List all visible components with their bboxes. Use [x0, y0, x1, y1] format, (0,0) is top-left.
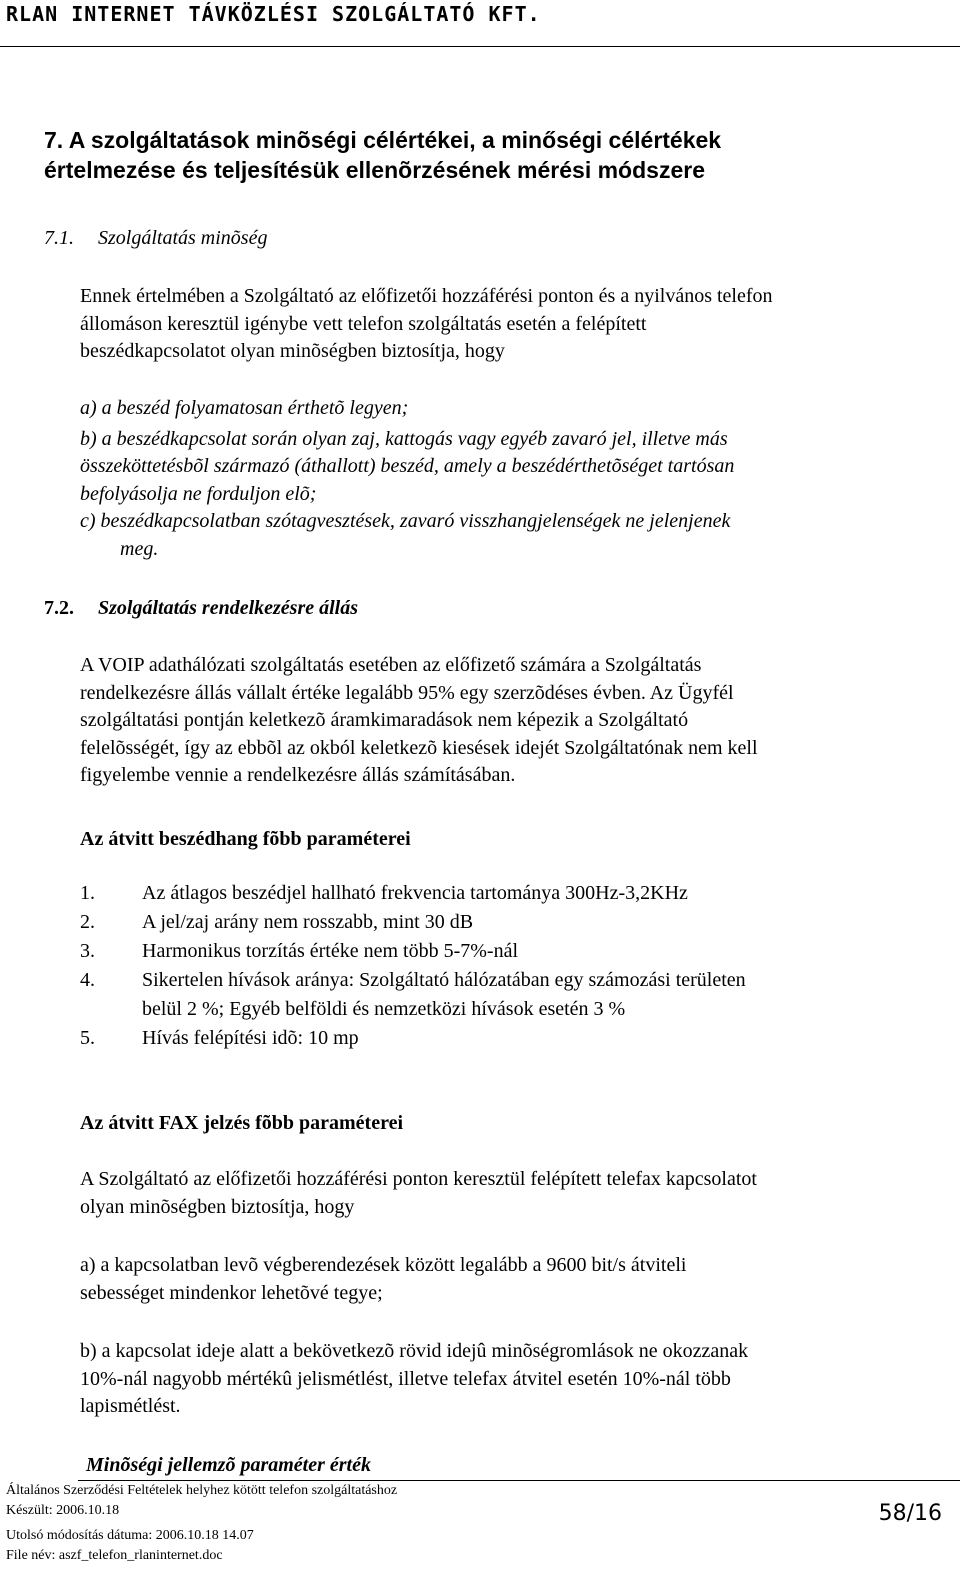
section-7-2-number: 7.2. — [44, 597, 74, 619]
list-item-b-cont: összeköttetésbõl származó (áthallott) beszéd, amely a beszédérthetõséget tartósan — [80, 455, 735, 477]
para-line: figyelembe vennie a rendelkezésre állás számításában. — [80, 764, 516, 786]
voice-item-number: 4. — [80, 969, 95, 991]
footer-rule — [78, 1480, 960, 1481]
intro-line: Ennek értelmében a Szolgáltató az előfizetői hozzáférési ponton és a nyilvános telefon — [80, 285, 773, 307]
section-7-1-intro — [80, 283, 945, 366]
fax-item-a-line: a) a kapcsolatban levõ végberendezések között legalább a 9600 bit/s átviteli — [80, 1254, 687, 1276]
fax-item-b-line: 10%-nál nagyobb mértékû jelismétlést, illetve telefax átvitel esetén 10%-nál több — [80, 1367, 731, 1390]
para-line: A VOIP adathálózati szolgáltatás esetében az előfizető számára a Szolgáltatás — [80, 654, 702, 676]
para-line: rendelkezésre állás vállalt értéke legalább 95% egy szerzõdéses évben. Az Ügyfél — [80, 681, 734, 704]
fax-intro — [80, 1166, 945, 1221]
section-7-1-title: Szolgáltatás minõség — [98, 227, 268, 249]
section-7-title-line2: értelmezése és teljesítésük ellenõrzésének mérési módszere — [44, 157, 705, 183]
intro-line: beszédkapcsolatot olyan minõségben biztosítja, hogy — [80, 340, 505, 362]
quality-table-header: Minõségi jellemzõ paraméter érték — [86, 1454, 371, 1476]
list-item-c: c) beszédkapcsolatban szótagvesztések, zavaró visszhangjelenségek ne jelenjenek — [80, 510, 731, 532]
footer-modified: Utolsó módosítás dátuma: 2006.10.18 14.07 — [6, 1528, 254, 1543]
voice-item-text: Az átlagos beszédjel hallható frekvencia tartománya 300Hz-3,2KHz — [142, 882, 688, 904]
section-7-1-list — [80, 395, 945, 563]
fax-intro-line: A Szolgáltató az előfizetői hozzáférési ponton keresztül felépített telefax kapcsolatot — [80, 1168, 757, 1190]
list-item-c-cont: meg. — [120, 537, 159, 560]
intro-line: állomáson keresztül igénybe vett telefon szolgáltatás esetén a felépített — [80, 312, 647, 335]
voice-params-list — [0, 880, 960, 1060]
list-item-b: b) a beszédkapcsolat során olyan zaj, kattogás vagy egyéb zavaró jel, illetve más — [80, 427, 728, 450]
voice-item-text: A jel/zaj arány nem rosszabb, mint 30 dB — [142, 911, 474, 933]
voice-params-title: Az átvitt beszédhang fõbb paraméterei — [80, 828, 411, 850]
page-number: 58/16 — [878, 1501, 942, 1526]
list-item-b-cont: befolyásolja ne forduljon elõ; — [80, 482, 317, 505]
voice-item-number: 1. — [80, 882, 95, 904]
para-line: szolgáltatási pontján keletkezõ áramkimaradások nem képezik a Szolgáltató — [80, 709, 689, 731]
list-item-a: a) a beszéd folyamatosan érthetõ legyen; — [80, 397, 409, 419]
footer-filename: File név: aszf_telefon_rlaninternet.doc — [6, 1548, 223, 1563]
fax-params-title: Az átvitt FAX jelzés fõbb paraméterei — [80, 1112, 404, 1134]
header-rule — [0, 46, 960, 47]
fax-item-b-line: lapismétlést. — [80, 1395, 181, 1417]
voice-item-number: 5. — [80, 1027, 95, 1049]
section-7-2-title: Szolgáltatás rendelkezésre állás — [98, 597, 359, 619]
section-7-title-line1: 7. A szolgáltatások minõségi célértékei, a minőségi célértékek — [44, 127, 722, 153]
footer-created: Készült: 2006.10.18 — [6, 1503, 120, 1518]
voice-item-text: Harmonikus torzítás értéke nem több 5-7%-nál — [142, 940, 518, 962]
voice-item-number: 3. — [80, 940, 95, 962]
voice-item-number: 2. — [80, 911, 95, 933]
fax-item-b-line: b) a kapcsolat ideje alatt a bekövetkezõ rövid idejû minõségromlások ne okozzanak — [80, 1340, 749, 1362]
fax-item-b — [80, 1338, 945, 1421]
para-line: felelõsségét, így az ebbõl az okból keletkezõ kiesések idejét Szolgáltatónak nem kell — [80, 736, 758, 759]
fax-intro-line: olyan minõségben biztosítja, hogy — [80, 1195, 355, 1218]
section-7-1-number: 7.1. — [44, 227, 74, 249]
footer-title: Általános Szerződési Feltételek helyhez kötött telefon szolgáltatáshoz — [6, 1483, 398, 1498]
voice-item-text: Hívás felépítési idõ: 10 mp — [142, 1027, 359, 1049]
voice-item-text-cont: belül 2 %; Egyéb belföldi és nemzetközi hívások esetén 3 % — [142, 998, 626, 1020]
section-7-2-paragraph — [80, 652, 945, 790]
fax-item-a-line: sebességet mindenkor lehetõvé tegye; — [80, 1281, 383, 1304]
company-header: RLAN INTERNET TÁVKÖZLÉSI SZOLGÁLTATÓ KFT. — [6, 2, 541, 26]
fax-item-a — [80, 1252, 945, 1307]
voice-item-text: Sikertelen hívások aránya: Szolgáltató hálózatában egy számozási területen — [142, 969, 746, 991]
